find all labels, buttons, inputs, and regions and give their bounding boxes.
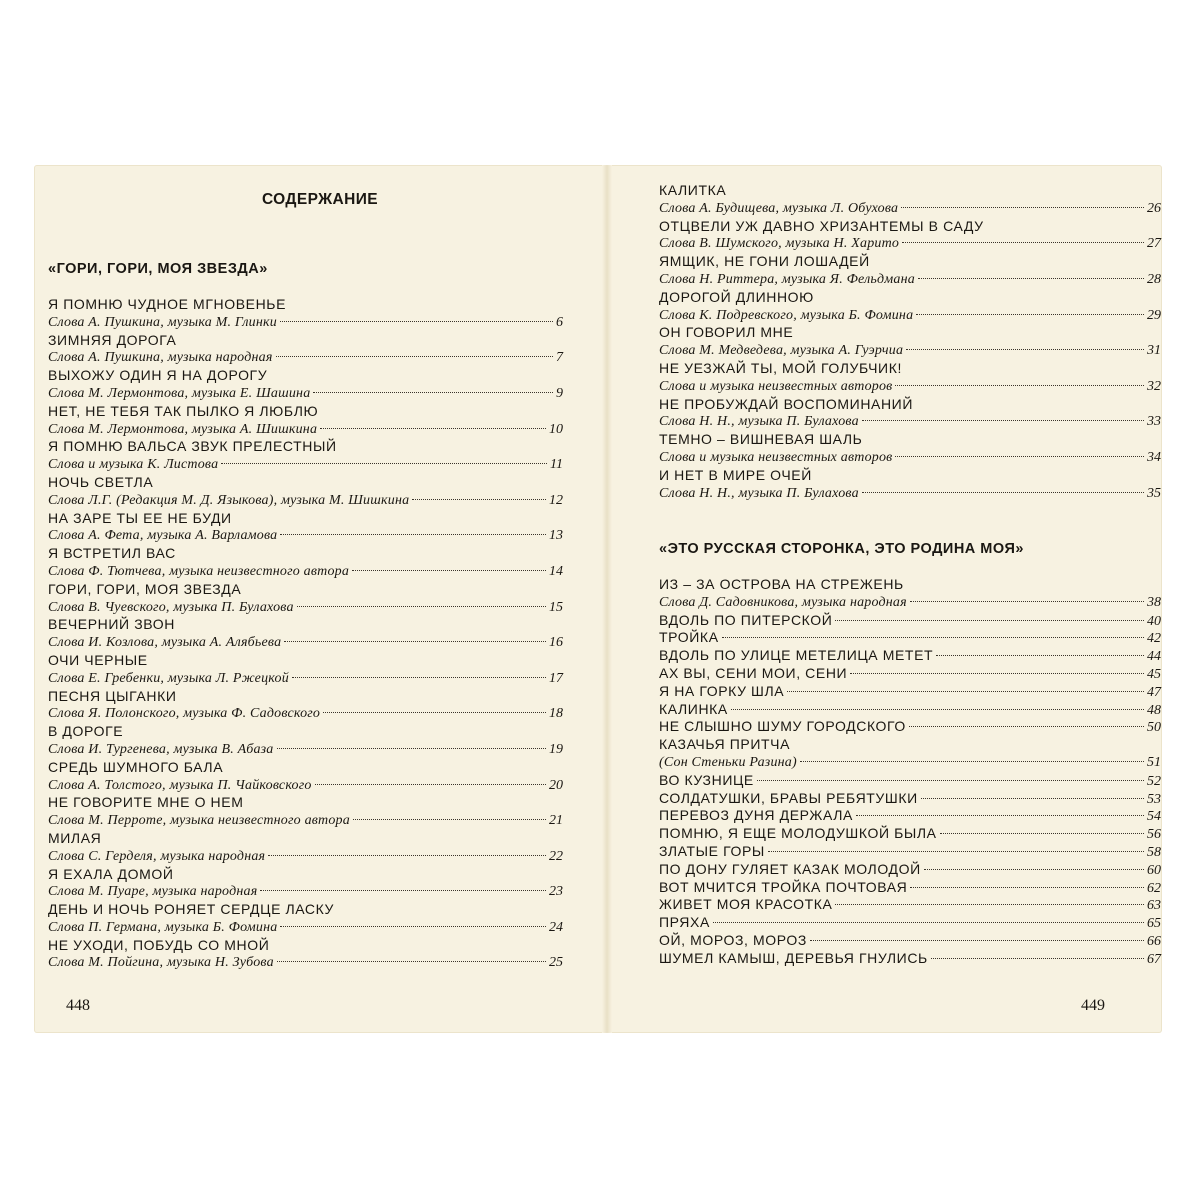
toc-entry-page: 58: [1147, 844, 1161, 860]
toc-entry-credits: [659, 754, 1161, 772]
toc-entry-page: 53: [1147, 791, 1161, 807]
toc-entry-credits: [659, 449, 1161, 467]
toc-entry-page: 11: [550, 457, 563, 473]
toc-entry-credits: [48, 848, 563, 866]
toc-entry-page: 65: [1147, 916, 1161, 932]
toc-entry-author: Слова Ф. Тютчева, музыка неизвестного автора: [48, 563, 350, 579]
toc-entry-credits: [48, 314, 563, 332]
toc-entry-page: 12: [549, 492, 563, 508]
toc-entry-title: ЯМЩИК, НЕ ГОНИ ЛОШАДЕЙ: [659, 253, 870, 270]
toc-entry-title: ЗИМНЯЯ ДОРОГА: [48, 331, 177, 348]
toc-entry-page: 44: [1147, 649, 1161, 665]
toc-entry-credits: [659, 271, 1161, 289]
toc-entry: [659, 772, 1161, 790]
toc-entry: [659, 825, 1161, 843]
dot-leader: [901, 207, 1144, 208]
toc-entry-page: 14: [549, 563, 563, 579]
dot-leader: [757, 780, 1144, 781]
toc-list-left: [48, 296, 563, 972]
dot-leader: [280, 926, 546, 927]
dot-leader: [352, 570, 546, 571]
dot-leader: [918, 278, 1144, 279]
toc-entry-credits: [48, 883, 563, 901]
toc-entry-page: 62: [1147, 880, 1161, 896]
dot-leader: [277, 961, 546, 962]
dot-leader: [787, 691, 1144, 692]
dot-leader: [353, 819, 546, 820]
left-page: [34, 165, 606, 1033]
section-title-gori-gori: «ГОРИ, ГОРИ, МОЯ ЗВЕЗДА»: [48, 261, 268, 277]
toc-entry-author: Слова А. Будищева, музыка Л. Обухова: [659, 200, 899, 216]
toc-entry-title: ГОРИ, ГОРИ, МОЯ ЗВЕЗДА: [48, 580, 242, 597]
toc-entry-title: НЕ УЕЗЖАЙ ТЫ, МОЙ ГОЛУБЧИК!: [659, 359, 902, 376]
toc-entry-title: Я ПОМНЮ ВАЛЬСА ЗВУК ПРЕЛЕСТНЫЙ: [48, 438, 337, 455]
toc-entry: [659, 718, 1161, 736]
toc-entry-title: ОН ГОВОРИЛ МНЕ: [659, 324, 794, 341]
dot-leader: [722, 637, 1144, 638]
toc-entry-title: Я НА ГОРКУ ШЛА: [659, 682, 785, 699]
toc-entry-page: 66: [1147, 933, 1161, 949]
toc-entry: [659, 683, 1161, 701]
toc-entry-title: ИЗ – ЗА ОСТРОВА НА СТРЕЖЕНЬ: [659, 576, 904, 592]
toc-entry-title: ВДОЛЬ ПО УЛИЦЕ МЕТЕЛИЦА МЕТЕТ: [659, 647, 934, 664]
dot-leader: [835, 620, 1144, 621]
dot-leader: [221, 463, 547, 464]
dot-leader: [850, 673, 1144, 674]
toc-entry-title: ВОТ МЧИТСЯ ТРОЙКА ПОЧТОВАЯ: [659, 878, 908, 895]
toc-entry-page: 25: [549, 955, 563, 971]
toc-entry-page: 54: [1147, 809, 1161, 825]
toc-entry-credits: [48, 492, 563, 510]
toc-entry-title: АХ ВЫ, СЕНИ МОИ, СЕНИ: [659, 664, 848, 681]
toc-entry-author: Слова Е. Гребенки, музыка Л. Ржецкой: [48, 670, 289, 686]
toc-entry-title: ЖИВЕТ МОЯ КРАСОТКА: [659, 896, 833, 913]
toc-entry-author: Слова А. Фета, музыка А. Варламова: [48, 528, 278, 544]
toc-entry-title: ПОМНЮ, Я ЕЩЕ МОЛОДУШКОЙ БЫЛА: [659, 825, 937, 842]
toc-entry-author: Слова Н. Н., музыка П. Булахова: [659, 414, 859, 430]
toc-entry-page: 17: [549, 670, 563, 686]
toc-entry-title: НЕ УХОДИ, ПОБУДЬ СО МНОЙ: [48, 936, 270, 953]
toc-entry-credits: [48, 919, 563, 937]
dot-leader: [800, 761, 1144, 762]
toc-entry: [659, 612, 1161, 630]
dot-leader: [320, 428, 546, 429]
toc-entry-page: 22: [549, 848, 563, 864]
dot-leader: [902, 242, 1144, 243]
toc-entry-author: Слова А. Пушкина, музыка М. Глинки: [48, 314, 277, 330]
toc-entry-author: (Сон Стеньки Разина): [659, 754, 797, 770]
toc-entry-author: Слова М. Пуаре, музыка народная: [48, 884, 258, 900]
page-number-right: 449: [1081, 997, 1105, 1014]
dot-leader: [284, 641, 546, 642]
toc-entry-title: ДЕНЬ И НОЧЬ РОНЯЕТ СЕРДЦЕ ЛАСКУ: [48, 901, 335, 918]
toc-entry-title: КАЗАЧЬЯ ПРИТЧА: [659, 736, 791, 753]
dot-leader: [895, 385, 1144, 386]
toc-entry-title: МИЛАЯ: [48, 829, 102, 846]
toc-entry-credits: [659, 378, 1161, 396]
toc-entry-page: 42: [1147, 631, 1161, 647]
toc-entry-title: ПЕРЕВОЗ ДУНЯ ДЕРЖАЛА: [659, 807, 853, 824]
toc-entry-author: Слова Л.Г. (Редакция М. Д. Языкова), музыка М. Шишкина: [48, 492, 410, 508]
dot-leader: [268, 855, 546, 856]
dot-leader: [768, 851, 1144, 852]
dot-leader: [277, 748, 546, 749]
toc-entry-author: Слова М. Пойгина, музыка Н. Зубова: [48, 955, 274, 971]
dot-leader: [909, 726, 1144, 727]
toc-entry-author: Слова А. Толстого, музыка П. Чайковского: [48, 777, 312, 793]
toc-entry: [659, 879, 1161, 897]
toc-entry-page: 20: [549, 777, 563, 793]
toc-entry-page: 29: [1147, 307, 1161, 323]
toc-entry-credits: [48, 777, 563, 795]
toc-entry-title: ДОРОГОЙ ДЛИННОЮ: [659, 288, 814, 305]
dot-leader: [280, 321, 553, 322]
toc-entry: [659, 629, 1161, 647]
toc-entry-title: Я ВСТРЕТИЛ ВАС: [48, 545, 176, 562]
toc-entry-credits: [48, 954, 563, 972]
dot-leader: [260, 890, 546, 891]
toc-entry-author: Слова Н. Н., музыка П. Булахова: [659, 485, 859, 501]
toc-entry-page: 34: [1147, 449, 1161, 465]
toc-entry-title: ШУМЕЛ КАМЫШ, ДЕРЕВЬЯ ГНУЛИСЬ: [659, 949, 928, 966]
dot-leader: [936, 655, 1144, 656]
toc-entry-page: 38: [1147, 594, 1161, 610]
toc-entry-page: 9: [556, 385, 563, 401]
toc-entry-author: Слова и музыка неизвестных авторов: [659, 378, 893, 394]
dot-leader: [910, 601, 1144, 602]
toc-entry-author: Слова М. Лермонтова, музыка А. Шишкина: [48, 421, 318, 437]
toc-entry-page: 31: [1147, 343, 1161, 359]
toc-entry-title: ПЕСНЯ ЦЫГАНКИ: [48, 687, 177, 704]
toc-entry-title: ПО ДОНУ ГУЛЯЕТ КАЗАК МОЛОДОЙ: [659, 860, 921, 877]
toc-entry-credits: [48, 634, 563, 652]
toc-list-right: [659, 182, 1161, 502]
toc-entry-page: 67: [1147, 951, 1161, 967]
toc-entry-page: 6: [556, 314, 563, 330]
toc-entry-title: ВЫХОЖУ ОДИН Я НА ДОРОГУ: [48, 367, 268, 384]
page-number-left: 448: [66, 997, 90, 1014]
toc-entry-credits: [48, 385, 563, 403]
dot-leader: [280, 534, 546, 535]
toc-entry-page: 48: [1147, 702, 1161, 718]
toc-entry-title: ВО КУЗНИЦЕ: [659, 771, 754, 788]
toc-entry: [659, 665, 1161, 683]
toc-entry-page: 16: [549, 635, 563, 651]
toc-entry-page: 40: [1147, 613, 1161, 629]
toc-entry-page: 56: [1147, 827, 1161, 843]
toc-entry-page: 50: [1147, 720, 1161, 736]
toc-entry-title: НЕ ПРОБУЖДАЙ ВОСПОМИНАНИЙ: [659, 395, 914, 412]
toc-entry-page: 23: [549, 884, 563, 900]
toc-entry-title: ОТЦВЕЛИ УЖ ДАВНО ХРИЗАНТЕМЫ В САДУ: [659, 217, 984, 234]
right-page: [608, 165, 1162, 1033]
toc-entry-title: В ДОРОГЕ: [48, 723, 124, 740]
section-title-russkaya-storonka: «ЭТО РУССКАЯ СТОРОНКА, ЭТО РОДИНА МОЯ»: [659, 541, 1024, 557]
toc-entry: [659, 807, 1161, 825]
toc-entry-author: Слова Н. Риттера, музыка Я. Фельдмана: [659, 271, 915, 287]
toc-entry-page: 26: [1147, 200, 1161, 216]
toc-entry-page: 13: [549, 528, 563, 544]
dot-leader: [862, 420, 1144, 421]
dot-leader: [910, 887, 1144, 888]
toc-entry-author: Слова П. Германа, музыка Б. Фомина: [48, 919, 278, 935]
dot-leader: [835, 904, 1144, 905]
toc-entry-page: 18: [549, 706, 563, 722]
toc-entry-author: Слова И. Тургенева, музыка В. Абаза: [48, 741, 274, 757]
toc-entry-author: Слова В. Чуевского, музыка П. Булахова: [48, 599, 294, 615]
toc-entry-title: ЗЛАТЫЕ ГОРЫ: [659, 842, 765, 859]
toc-entry-page: 33: [1147, 414, 1161, 430]
toc-entry-author: Слова М. Перроте, музыка неизвестного автора: [48, 813, 350, 829]
toc-entry-title: ТРОЙКА: [659, 629, 719, 646]
toc-entry-page: 45: [1147, 666, 1161, 682]
dot-leader: [297, 606, 546, 607]
toc-entry-author: Слова В. Шумского, музыка Н. Харито: [659, 236, 900, 252]
toc-entry-credits: [659, 485, 1161, 503]
toc-entry: [659, 790, 1161, 808]
toc-entry-credits: [48, 741, 563, 759]
toc-entry-credits: [48, 812, 563, 830]
toc-entry-page: 51: [1147, 754, 1161, 770]
toc-entry-credits: [48, 670, 563, 688]
toc-entry: [659, 701, 1161, 719]
toc-entry-title: Я ПОМНЮ ЧУДНОЕ МГНОВЕНЬЕ: [48, 296, 287, 312]
toc-entry-credits: [48, 527, 563, 545]
dot-leader: [916, 314, 1144, 315]
dot-leader: [323, 712, 546, 713]
toc-entry-title: ПРЯХА: [659, 914, 710, 931]
toc-heading: СОДЕРЖАНИЕ: [261, 191, 379, 208]
toc-entry-credits: [48, 599, 563, 617]
toc-entry-author: Слова К. Подревского, музыка Б. Фомина: [659, 307, 914, 323]
dot-leader: [313, 392, 553, 393]
toc-entry-author: Слова А. Пушкина, музыка народная: [48, 350, 273, 366]
toc-entry-title: СОЛДАТУШКИ, БРАВЫ РЕБЯТУШКИ: [659, 789, 918, 806]
toc-entry-credits: [659, 307, 1161, 325]
toc-entry-author: Слова Д. Садовникова, музыка народная: [659, 594, 907, 610]
toc-entry-credits: [48, 421, 563, 439]
toc-entry-author: Слова М. Лермонтова, музыка Е. Шашина: [48, 385, 311, 401]
toc-entry: [659, 843, 1161, 861]
dot-leader: [810, 940, 1144, 941]
toc-entry-page: 63: [1147, 898, 1161, 914]
book-spread: [34, 165, 1162, 1033]
toc-entry-page: 52: [1147, 773, 1161, 789]
toc-entry-title: И НЕТ В МИРЕ ОЧЕЙ: [659, 466, 812, 483]
toc-entry-page: 47: [1147, 684, 1161, 700]
toc-entry: [659, 932, 1161, 950]
toc-entry-page: 35: [1147, 485, 1161, 501]
dot-leader: [940, 833, 1144, 834]
toc-entry-page: 28: [1147, 271, 1161, 287]
toc-entry-page: 19: [549, 741, 563, 757]
toc-entry-title: ТЕМНО – ВИШНЕВАЯ ШАЛЬ: [659, 431, 863, 448]
toc-entry-title: НОЧЬ СВЕТЛА: [48, 473, 154, 490]
toc-entry: [659, 914, 1161, 932]
dot-leader: [924, 869, 1144, 870]
toc-entry-page: 24: [549, 919, 563, 935]
toc-entry-page: 32: [1147, 378, 1161, 394]
toc-entry-credits: [659, 235, 1161, 253]
dot-leader: [931, 958, 1144, 959]
toc-entry-credits: [48, 456, 563, 474]
toc-entry-page: 21: [549, 813, 563, 829]
toc-list-right-section: [659, 576, 1161, 968]
dot-leader: [895, 456, 1144, 457]
toc-entry: [659, 647, 1161, 665]
dot-leader: [906, 349, 1144, 350]
toc-entry-page: 10: [549, 421, 563, 437]
toc-entry: [659, 896, 1161, 914]
toc-entry-author: Слова и музыка неизвестных авторов: [659, 449, 893, 465]
dot-leader: [862, 492, 1144, 493]
toc-entry-title: КАЛИНКА: [659, 700, 728, 717]
toc-entry-title: ВДОЛЬ ПО ПИТЕРСКОЙ: [659, 611, 833, 628]
dot-leader: [315, 784, 546, 785]
toc-entry-credits: [659, 594, 1161, 612]
toc-entry-title: НЕ СЛЫШНО ШУМУ ГОРОДСКОГО: [659, 718, 906, 735]
dot-leader: [731, 709, 1144, 710]
toc-entry-title: НЕТ, НЕ ТЕБЯ ТАК ПЫЛКО Я ЛЮБЛЮ: [48, 402, 319, 419]
toc-entry-credits: [48, 563, 563, 581]
toc-entry-title: ВЕЧЕРНИЙ ЗВОН: [48, 616, 175, 633]
dot-leader: [292, 677, 546, 678]
dot-leader: [412, 499, 546, 500]
toc-entry-title: НЕ ГОВОРИТЕ МНЕ О НЕМ: [48, 794, 244, 811]
dot-leader: [921, 798, 1144, 799]
toc-entry-credits: [48, 705, 563, 723]
toc-entry-title: КАЛИТКА: [659, 182, 727, 198]
toc-entry-credits: [48, 349, 563, 367]
toc-entry-credits: [659, 200, 1161, 218]
toc-entry-title: ОЙ, МОРОЗ, МОРОЗ: [659, 931, 807, 948]
toc-entry-author: Слова И. Козлова, музыка А. Алябьева: [48, 635, 282, 651]
toc-entry-author: Слова Я. Полонского, музыка Ф. Садовского: [48, 706, 321, 722]
toc-entry-title: Я ЕХАЛА ДОМОЙ: [48, 865, 174, 882]
toc-entry-title: НА ЗАРЕ ТЫ ЕЕ НЕ БУДИ: [48, 509, 232, 526]
toc-entry-author: Слова и музыка К. Листова: [48, 457, 219, 473]
toc-entry-page: 27: [1147, 236, 1161, 252]
toc-entry-page: 7: [556, 350, 563, 366]
toc-entry-author: Слова С. Герделя, музыка народная: [48, 848, 266, 864]
toc-entry-title: СРЕДЬ ШУМНОГО БАЛА: [48, 758, 224, 775]
toc-entry-title: ОЧИ ЧЕРНЫЕ: [48, 651, 148, 668]
toc-entry-credits: [659, 342, 1161, 360]
toc-entry-credits: [659, 413, 1161, 431]
dot-leader: [276, 356, 553, 357]
toc-entry-page: 60: [1147, 862, 1161, 878]
dot-leader: [856, 815, 1144, 816]
toc-entry-page: 15: [549, 599, 563, 615]
toc-entry: [659, 950, 1161, 968]
toc-entry-author: Слова М. Медведева, музыка А. Гуэрчиа: [659, 343, 904, 359]
dot-leader: [713, 922, 1144, 923]
toc-entry: [659, 861, 1161, 879]
